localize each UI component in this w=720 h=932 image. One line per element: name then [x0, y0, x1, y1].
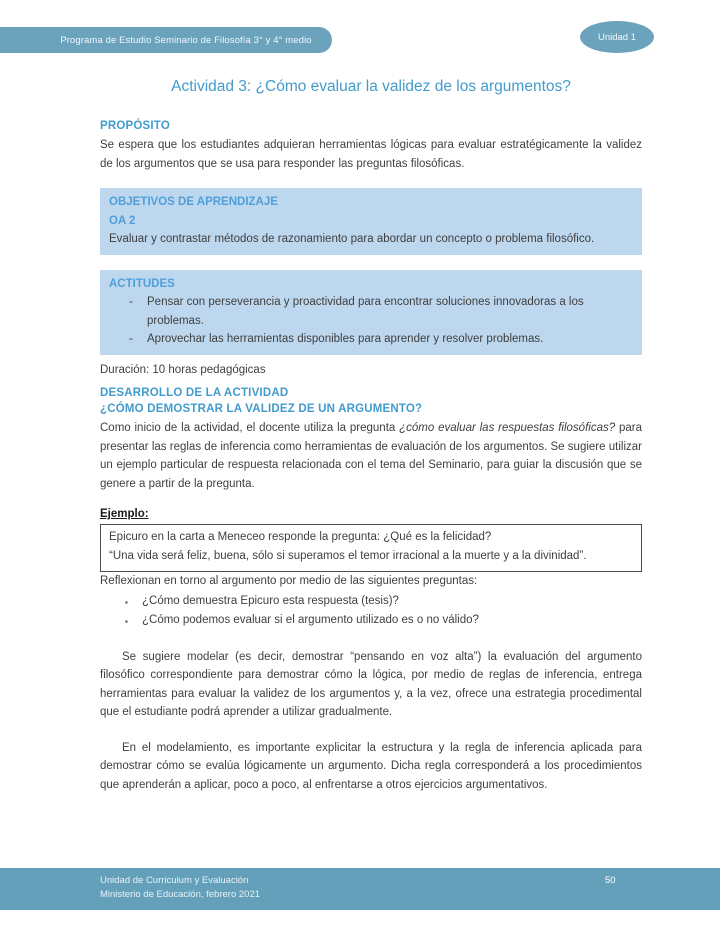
paragraph-modelamiento: En el modelamiento, es importante explicitar la estructura y la regla de inferencia aplicada para demostrar cómo se evalúa lógicamente un argumento. Dicha regla corresponderá a los procedimientos que aprenderán a aplicar, poco a poco, al enfrentarse a otros ejercicios argumentativos. — [100, 741, 642, 791]
proposito-heading: PROPÓSITO — [100, 120, 170, 132]
footer-line1: Unidad de Curriculum y Evaluación — [100, 875, 249, 886]
ejemplo-line: “Una vida será feliz, buena, sólo si superamos el temor irracional a la muerte y a la divinidad”. — [109, 550, 587, 562]
intro-text-after: para presentar las reglas de inferencia como herramientas de evaluación de los argumentos. Se sugiere utilizar un ejemplo particular de respuesta relacionada con el tema del Seminario, para guiar la discusión que se genere a partir de la pregunta. — [100, 422, 642, 490]
unit-badge — [580, 21, 654, 53]
section1-intro — [100, 419, 642, 493]
objetivos-text: Evaluar y contrastar métodos de razonamiento para abordar un concepto o problema filosófico. — [109, 233, 595, 245]
ejemplo-box — [100, 524, 642, 572]
objetivos-oa-label: OA 2 — [109, 214, 136, 227]
objetivos-heading: OBJETIVOS DE APRENDIZAJE — [109, 196, 278, 208]
list-item: - Aprovechar las herramientas disponibles para aprender y resolver problemas. — [109, 330, 633, 349]
document-body — [100, 78, 642, 794]
list-item: - Pensar con perseverancia y proactividad para encontrar soluciones innovadoras a los problemas. — [109, 293, 633, 330]
actitudes-list — [109, 293, 633, 349]
intro-text-before: Como inicio de la actividad, el docente utiliza la pregunta — [100, 422, 400, 434]
unit-badge-label: Unidad 1 — [597, 31, 637, 43]
footer-line2: Ministerio de Educación, febrero 2021 — [100, 889, 261, 900]
reflexion-intro: Reflexionan en torno al argumento por medio de las siguientes preguntas: — [100, 575, 478, 587]
ejemplo-line: Epicuro en la carta a Meneceo responde la pregunta: ¿Qué es la felicidad? — [109, 531, 492, 543]
ejemplo-label: Ejemplo: — [100, 508, 149, 520]
intro-text-italic: ¿cómo evaluar las respuestas filosóficas? — [399, 422, 616, 434]
page-title: Actividad 3: ¿Cómo evaluar la validez de los argumentos? — [171, 78, 571, 95]
proposito-text: Se espera que los estudiantes adquieran herramientas lógicas para evaluar estratégicamente la validez de los argumentos que se usa para responder las preguntas filosóficas. — [100, 139, 642, 170]
actitudes-box — [100, 270, 642, 355]
objetivos-box — [100, 188, 642, 255]
program-badge-label: Programa de Estudio Seminario de Filosofía 3° y 4° medio — [60, 34, 312, 46]
page-number: 50 — [605, 875, 616, 886]
program-badge — [0, 27, 332, 53]
actitudes-heading: ACTITUDES — [109, 277, 175, 290]
list-item: ▪ ¿Cómo demuestra Epicuro esta respuesta (tesis)? — [100, 592, 642, 612]
paragraph-modelar: Se sugiere modelar (es decir, demostrar “pensando en voz alta”) la evaluación del argumento filosófico correspondiente para demostrar cómo la lógica, por medio de reglas de inferencia, entrega herramientas para evaluar la validez de los argumentos y, a la vez, ofrece una estrategia procedimental que el estudiante podrá aprender a utilizar gradualmente. — [100, 650, 642, 718]
desarrollo-heading: DESARROLLO DE LA ACTIVIDAD — [100, 387, 289, 399]
section1-heading: ¿CÓMO DEMOSTRAR LA VALIDEZ DE UN ARGUMENTO? — [100, 403, 423, 415]
reflexion-list — [100, 592, 642, 631]
page-footer — [0, 868, 720, 910]
duration-text: Duración: 10 horas pedagógicas — [100, 363, 266, 376]
list-item: ▪ ¿Cómo podemos evaluar si el argumento utilizado es o no válido? — [100, 611, 642, 631]
